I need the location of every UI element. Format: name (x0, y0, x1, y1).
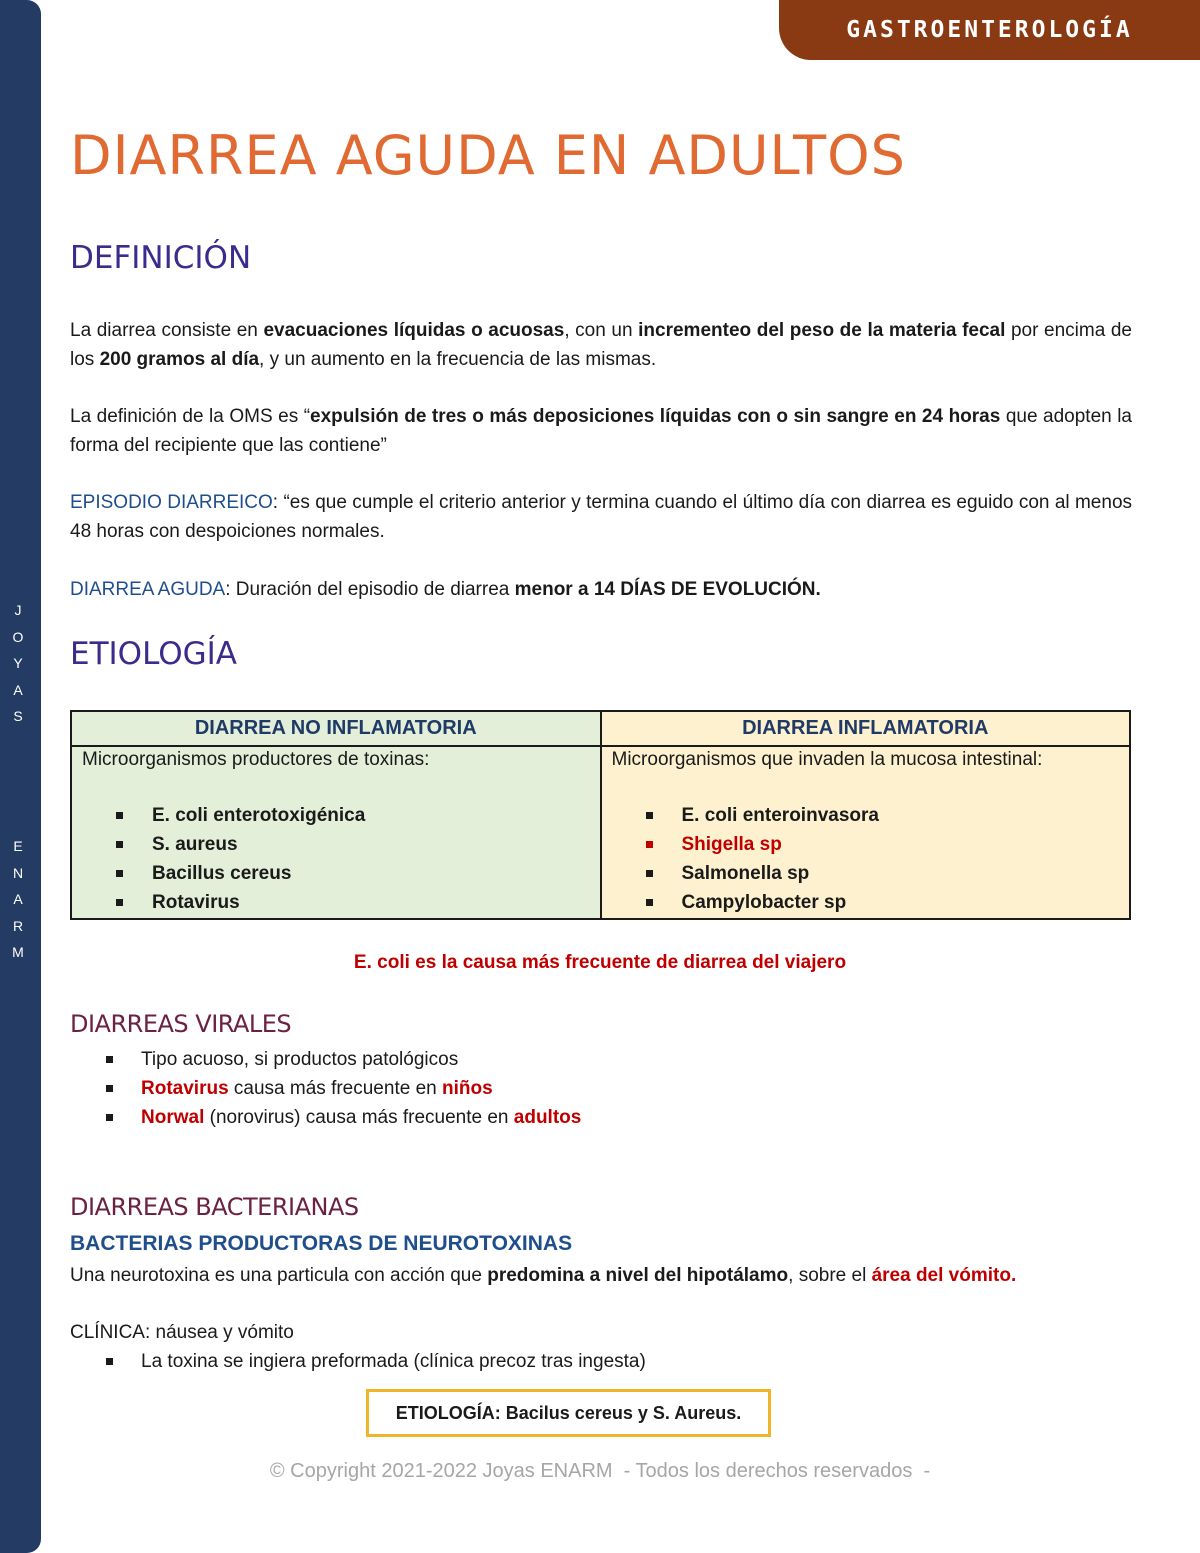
sidebar-letter: S (13, 708, 23, 724)
list-item (104, 1103, 581, 1132)
list-item (116, 801, 600, 830)
bacterianas-list (104, 1347, 646, 1376)
text-red: niños (441, 1078, 493, 1099)
text: La definición de la OMS es “ (70, 406, 311, 427)
page-title: DIARREA AGUDA EN ADULTOS (70, 124, 906, 187)
sidebar-bar (0, 0, 41, 1553)
clinica-line: CLÍNICA: náusea y vómito (70, 1322, 294, 1343)
copyright-footer: © Copyright 2021-2022 Joyas ENARM - Todos los derechos reservados - (269, 1460, 931, 1482)
list-item (104, 1045, 581, 1074)
text: Una neurotoxina es una particula con acción que (70, 1265, 488, 1286)
column-subtitle: Microorganismos que invaden la mucosa intestinal: (611, 749, 1043, 770)
text-red: adultos (513, 1107, 582, 1128)
column-subtitle: Microorganismos productores de toxinas: (82, 749, 430, 770)
text: : “es que cumple el criterio anterior y termina cuando el último día con diarrea es eguido con al menos 48 horas con despoiciones normales. (70, 492, 1133, 542)
text: : Duración del episodio de diarrea (225, 579, 515, 600)
sidebar-letter: Y (13, 655, 23, 671)
list-item-highlight (646, 830, 1130, 859)
oms-definition-paragraph (70, 402, 1132, 460)
list-item (646, 888, 1130, 917)
bullet-icon (116, 841, 123, 848)
sidebar-word-joyas (0, 597, 36, 730)
text-red: área del vómito. (871, 1265, 1017, 1286)
heading-virales: DIARREAS VIRALES (70, 1010, 292, 1038)
sidebar-letter: R (12, 917, 24, 934)
section-tab: GASTROENTEROLOGÍA (779, 0, 1200, 60)
text-bold: predomina a nivel del hipotálamo (487, 1265, 789, 1286)
sidebar-word-enarm (0, 833, 36, 966)
bullet-icon (116, 870, 123, 877)
sidebar-letter: N (12, 864, 24, 881)
list-item (104, 1074, 581, 1103)
text: , y un aumento en la frecuencia de las mismas. (259, 349, 657, 370)
text-red: Norwal (141, 1107, 205, 1128)
episodio-paragraph (70, 488, 1132, 546)
item-text: Bacillus cereus (152, 863, 292, 884)
item-text: (norovirus) causa más frecuente en (204, 1107, 514, 1128)
text-bold: 200 gramos al día (99, 349, 260, 370)
list-item (104, 1347, 646, 1376)
list-item (116, 830, 600, 859)
text: , sobre el (788, 1265, 872, 1286)
bullet-icon (106, 1358, 113, 1365)
text: La diarrea consiste en (70, 320, 264, 341)
etiology-callout-box: ETIOLOGÍA: Bacilus cereus y S. Aureus. (366, 1389, 771, 1437)
text: , con un (564, 320, 639, 341)
etiology-note: E. coli es la causa más frecuente de diarrea del viajero (353, 952, 847, 973)
bullet-icon (106, 1056, 113, 1063)
diarrea-aguda-paragraph (70, 575, 1132, 604)
subheading-neurotoxinas: BACTERIAS PRODUCTORAS DE NEUROTOXINAS (70, 1232, 573, 1255)
sidebar-letter: J (14, 602, 22, 618)
label-episodio: EPISODIO DIARREICO (70, 492, 273, 513)
bullet-icon (106, 1114, 113, 1121)
bullet-icon (646, 841, 653, 848)
text-bold: incrementeo del peso de la materia fecal (638, 320, 1006, 341)
sidebar-letter: O (12, 628, 24, 645)
heading-etiologia: ETIOLOGÍA (70, 636, 238, 672)
virales-list (104, 1045, 581, 1132)
item-text: La toxina se ingiera preformada (clínica precoz tras ingesta) (141, 1351, 646, 1372)
bullet-icon (646, 870, 653, 877)
sidebar-letter: M (12, 944, 24, 960)
bullet-icon (646, 812, 653, 819)
text-bold: expulsión de tres o más deposiciones líquidas con o sin sangre en 24 horas (310, 406, 1001, 427)
item-text: Rotavirus (152, 892, 240, 913)
item-text: Campylobacter sp (681, 892, 847, 913)
list-item (116, 859, 600, 888)
item-text: E. coli enteroinvasora (681, 805, 879, 826)
column-inflamatoria (602, 712, 1130, 918)
etiology-table (70, 710, 1131, 920)
text-bold: evacuaciones líquidas o acuosas (263, 320, 565, 341)
text-red: Rotavirus (141, 1078, 229, 1099)
sidebar-letter: A (13, 681, 23, 698)
text: por encima de los (70, 320, 1132, 370)
column-header: DIARREA INFLAMATORIA (602, 712, 1130, 747)
item-text: E. coli enterotoxigénica (152, 805, 366, 826)
organism-list (72, 801, 600, 917)
label-diarrea-aguda: DIARREA AGUDA (70, 579, 226, 600)
item-text: Salmonella sp (681, 863, 810, 884)
sidebar-letter: E (13, 838, 23, 854)
item-text: Shigella sp (681, 834, 782, 855)
definition-paragraph (70, 316, 1132, 374)
list-item (116, 888, 600, 917)
text: que adopten la forma del recipiente que las contiene” (70, 406, 1132, 456)
list-item (646, 801, 1130, 830)
neurotoxina-paragraph (70, 1265, 1016, 1287)
bullet-icon (116, 812, 123, 819)
bullet-icon (646, 899, 653, 906)
text-bold: menor a 14 DÍAS DE EVOLUCIÓN. (514, 579, 821, 600)
list-item (646, 859, 1130, 888)
sidebar-letter: A (13, 891, 23, 907)
bullet-icon (106, 1085, 113, 1092)
item-text: S. aureus (152, 834, 238, 855)
organism-list (602, 801, 1130, 917)
heading-definicion: DEFINICIÓN (70, 240, 252, 276)
heading-bacterianas: DIARREAS BACTERIANAS (70, 1193, 359, 1221)
column-header: DIARREA NO INFLAMATORIA (72, 712, 600, 747)
item-text: causa más frecuente en (228, 1078, 442, 1099)
column-no-inflamatoria (72, 712, 602, 918)
item-text: Tipo acuoso, si productos patológicos (141, 1049, 459, 1070)
bullet-icon (116, 899, 123, 906)
